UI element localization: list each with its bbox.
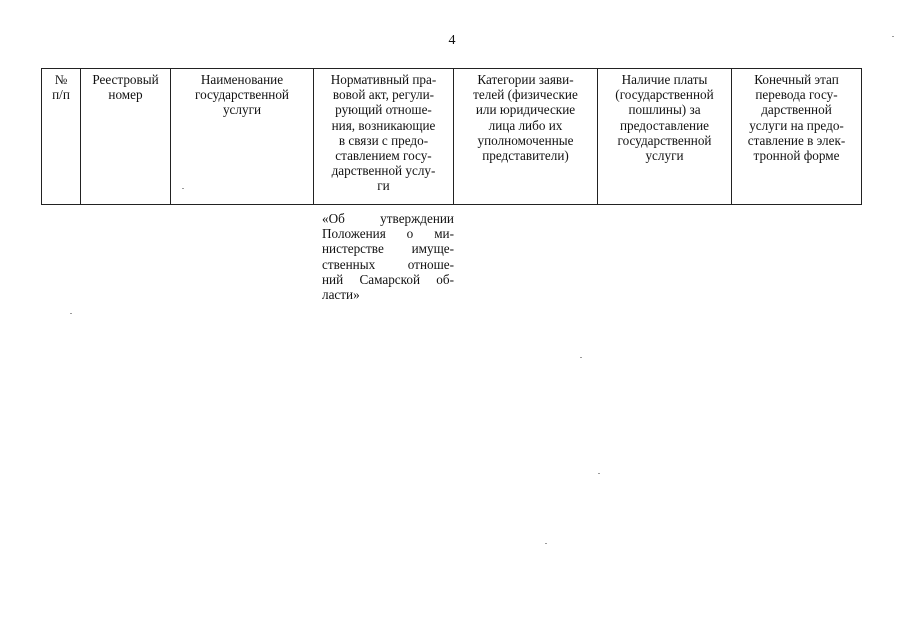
scan-speck (892, 36, 894, 37)
header-line: ния, возникающие (331, 117, 436, 133)
header-line: уполномоченные (477, 132, 574, 148)
header-line: перевода госу- (755, 87, 838, 103)
header-line: (государственной (615, 87, 714, 103)
header-line: услуги (645, 148, 684, 164)
header-line: Реестровый (92, 72, 159, 87)
header-line: дарственной (761, 102, 832, 118)
header-line: услуги на предо- (749, 117, 844, 133)
continuation-line: ласти» (322, 287, 360, 303)
header-line: вовой акт, регули- (332, 87, 435, 103)
header-line: ставлением госу- (335, 148, 432, 164)
header-line: телей (физические (473, 87, 578, 103)
header-line: п/п (52, 87, 70, 103)
header-line: рующий отноше- (335, 102, 432, 118)
scan-speck (70, 313, 72, 314)
continuation-line: Положения о ми- (322, 226, 454, 242)
header-line: ставление в элек- (747, 132, 846, 148)
header-fee (598, 69, 732, 205)
table-header-row (42, 69, 862, 205)
header-line: ги (377, 178, 390, 194)
header-number (42, 69, 81, 205)
header-line: лица либо их (488, 117, 563, 133)
header-line: предоставление (619, 117, 710, 133)
header-line: Наименование (200, 72, 284, 87)
header-line: Конечный этап (754, 72, 839, 87)
header-line: № (54, 72, 68, 87)
header-applicant-categories (454, 69, 598, 205)
scan-speck (598, 473, 600, 474)
header-line: Категории заяви- (477, 72, 574, 87)
registry-table (41, 68, 862, 205)
continuation-line: «Об утверждении (322, 211, 454, 226)
header-final-stage (732, 69, 862, 205)
scan-speck (182, 188, 184, 189)
scan-speck (580, 357, 582, 358)
scan-speck (545, 543, 547, 544)
page-number: 4 (448, 33, 456, 48)
header-line: государственной (617, 132, 712, 148)
header-legal-act (314, 69, 454, 205)
header-line: государственной (195, 87, 289, 103)
header-line: дарственной услу- (331, 163, 436, 179)
continuation-line: ний Самарской об- (322, 271, 454, 287)
continuation-line: ственных отноше- (322, 256, 454, 272)
header-line: тронной форме (753, 148, 840, 164)
header-registry-number (81, 69, 171, 205)
header-line: или юридические (475, 102, 576, 118)
header-line: в связи с предо- (338, 132, 429, 148)
header-line: Нормативный пра- (330, 72, 437, 87)
header-line: представители) (482, 148, 569, 164)
legal-act-continuation (322, 211, 454, 302)
header-service-name (171, 69, 314, 205)
header-line: пошлины) за (628, 102, 701, 118)
continuation-line: нистерстве имуще- (322, 241, 454, 257)
header-line: номер (108, 87, 143, 103)
header-line: Наличие платы (621, 72, 708, 87)
header-line: услуги (222, 102, 262, 118)
